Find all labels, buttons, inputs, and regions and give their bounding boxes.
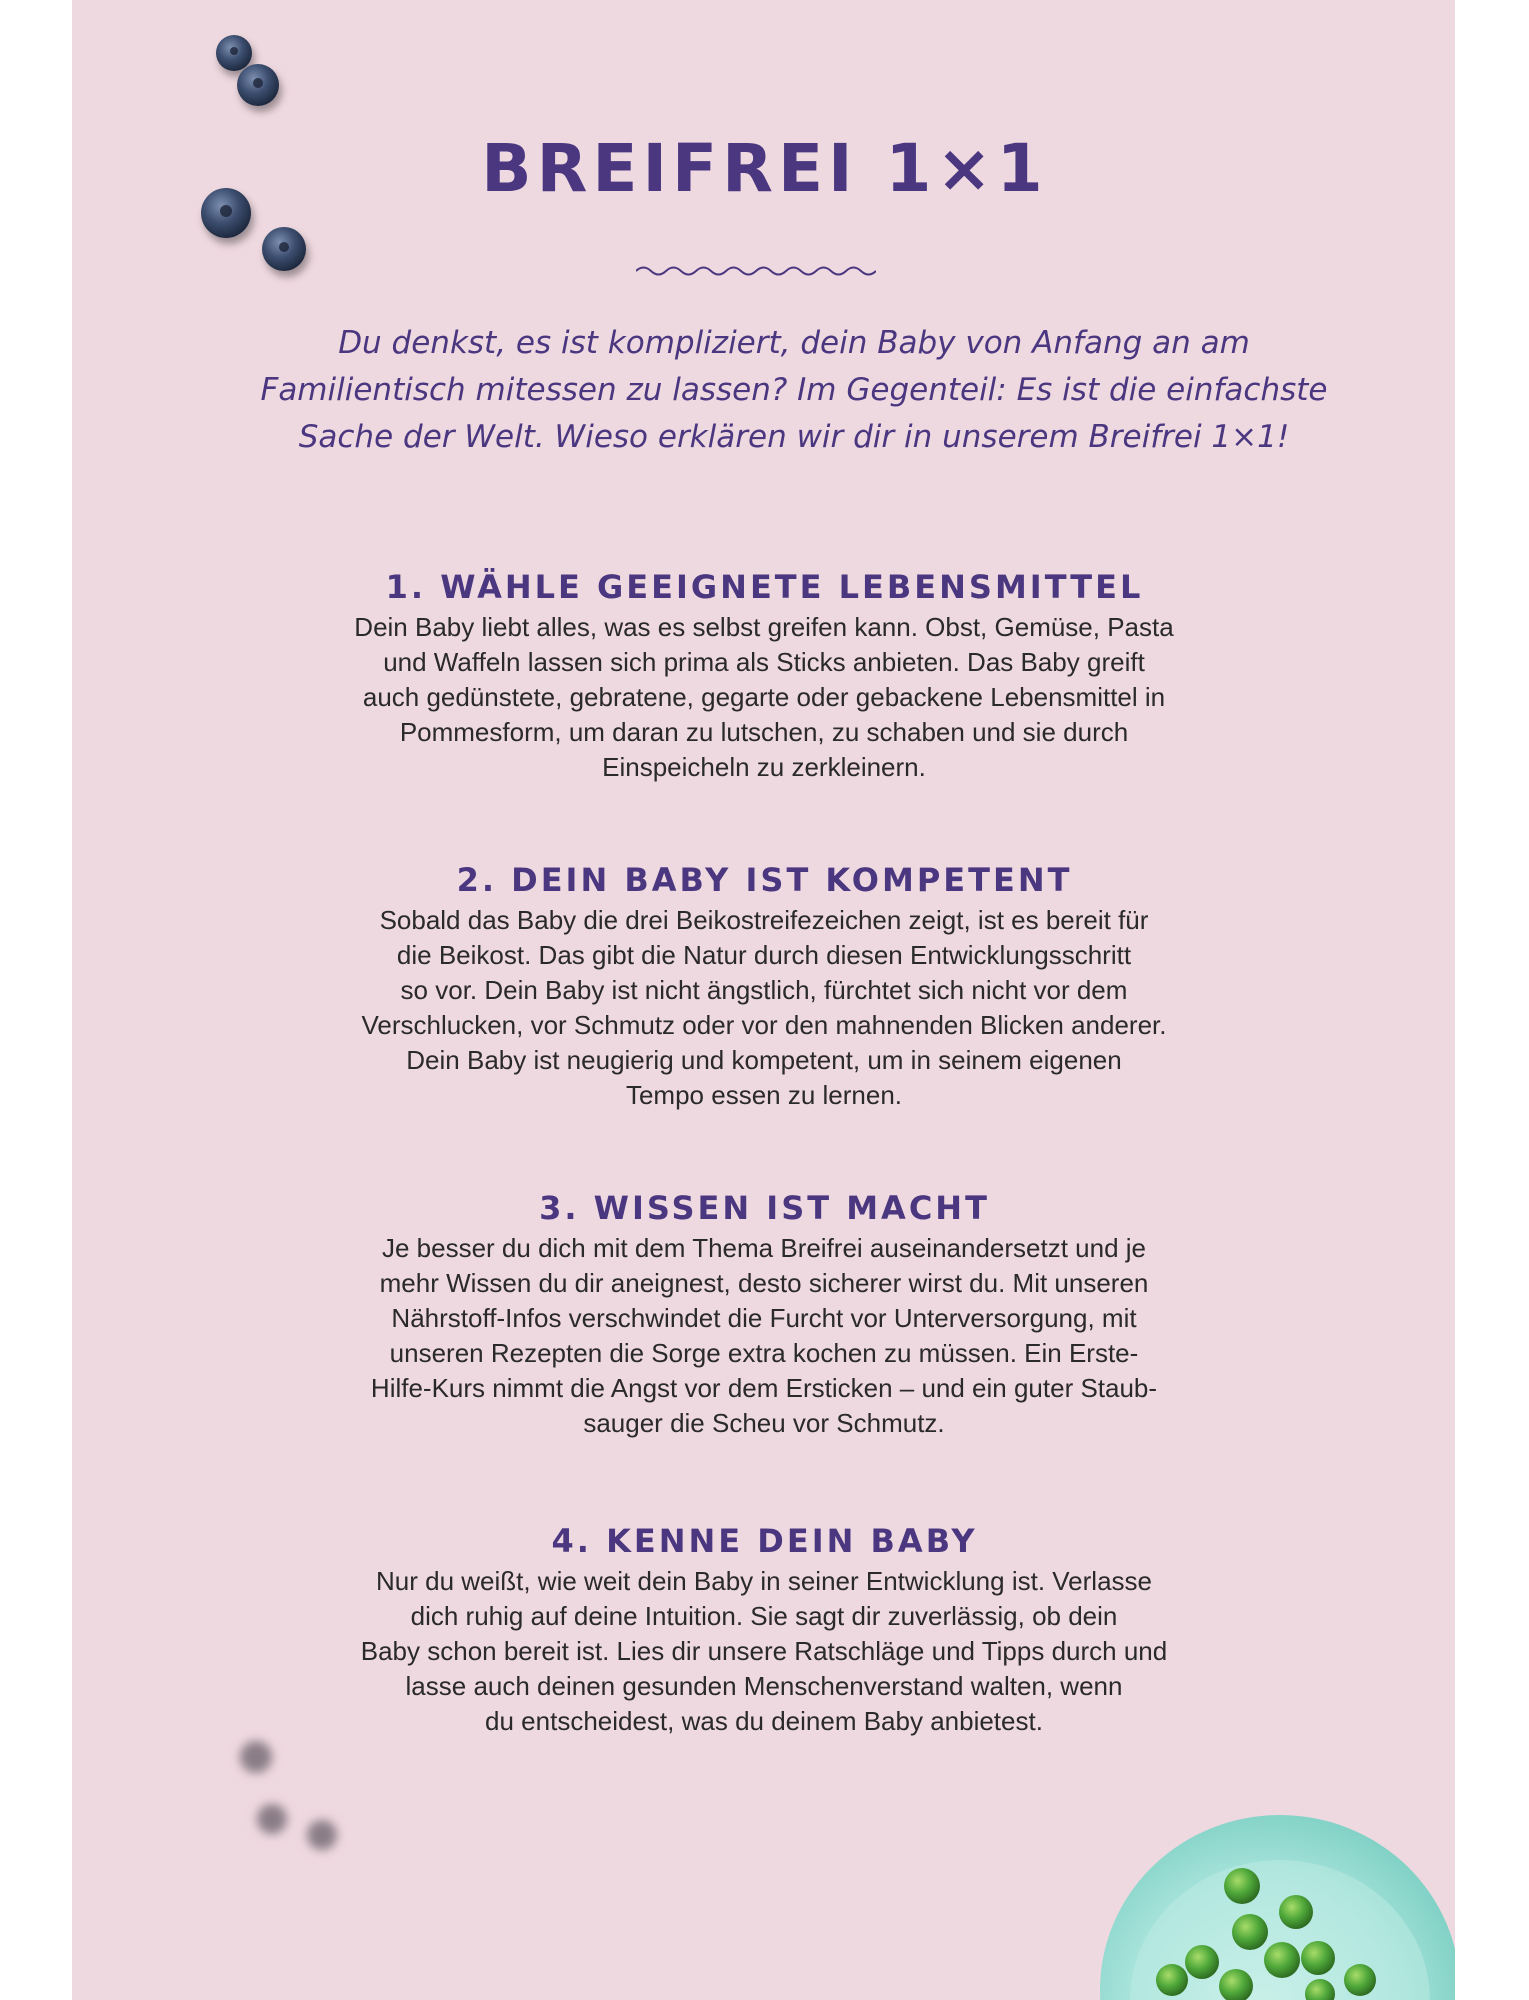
page-title: BREIFREI 1×1: [481, 130, 1048, 207]
body-line: Einspeicheln zu zerkleinern.: [602, 752, 926, 782]
body-line: auch gedünstete, gebratene, gegarte oder gebackene Lebensmittel in: [362, 682, 1166, 712]
body-line: Je besser du dich mit dem Thema Breifrei auseinandersetzt und je: [381, 1233, 1147, 1263]
body-line: die Beikost. Das gibt die Natur durch diesen Entwicklungsschritt: [396, 940, 1132, 970]
body-line: dich ruhig auf deine Intuition. Sie sagt dir zuverlässig, ob dein: [410, 1601, 1118, 1631]
intro-line: Du denkst, es ist kompliziert, dein Baby von Anfang an am: [338, 325, 1250, 361]
peas-bowl-image: [1060, 1790, 1455, 2000]
wave-divider: [636, 261, 876, 281]
section-body: [264, 903, 1264, 1113]
intro-line: Familientisch mitessen zu lassen? Im Gegenteil: Es ist die einfachste: [260, 372, 1328, 408]
body-line: Nährstoff-Infos verschwindet die Furcht vor Unterversorgung, mit: [391, 1303, 1137, 1333]
body-line: so vor. Dein Baby ist nicht ängstlich, fürchtet sich nicht vor dem: [400, 975, 1128, 1005]
body-line: unseren Rezepten die Sorge extra kochen zu müssen. Ein Erste-: [389, 1338, 1139, 1368]
section-heading: 4. KENNE DEIN BABY: [551, 1522, 978, 1560]
body-line: mehr Wissen du dir aneignest, desto sicherer wirst du. Mit unseren: [379, 1268, 1149, 1298]
body-line: Dein Baby liebt alles, was es selbst greifen kann. Obst, Gemüse, Pasta: [354, 612, 1174, 642]
body-line: sauger die Scheu vor Schmutz.: [583, 1408, 945, 1438]
body-line: und Waffeln lassen sich prima als Sticks anbieten. Das Baby greift: [383, 647, 1145, 677]
body-line: Hilfe-Kurs nimmt die Angst vor dem Ersticken – und ein guter Staub-: [370, 1373, 1158, 1403]
body-line: lasse auch deinen gesunden Menschenverstand walten, wenn: [405, 1671, 1123, 1701]
body-line: Pommesform, um daran zu lutschen, zu schaben und sie durch: [399, 717, 1129, 747]
body-line: du entscheidest, was du deinem Baby anbietest.: [485, 1706, 1043, 1736]
section-heading: 2. DEIN BABY IST KOMPETENT: [456, 861, 1073, 899]
section-body: [264, 1564, 1264, 1739]
body-line: Verschlucken, vor Schmutz oder vor den mahnenden Blicken anderer.: [361, 1010, 1167, 1040]
section-body: [264, 610, 1264, 785]
body-line: Sobald das Baby die drei Beikostreifezeichen zeigt, ist es bereit für: [379, 905, 1149, 935]
body-line: Nur du weißt, wie weit dein Baby in seiner Entwicklung ist. Verlasse: [375, 1566, 1152, 1596]
intro-line: Sache der Welt. Wieso erklären wir dir in unserem Breifrei 1×1!: [298, 419, 1290, 455]
intro-text: [204, 320, 1384, 461]
blurred-berries-image: [220, 1725, 370, 1875]
body-line: Tempo essen zu lernen.: [625, 1080, 903, 1110]
section-heading: 1. WÄHLE GEEIGNETE LEBENSMITTEL: [385, 568, 1144, 606]
section-body: [264, 1231, 1264, 1441]
body-line: Baby schon bereit ist. Lies dir unsere Ratschläge und Tipps durch und: [360, 1636, 1168, 1666]
body-line: Dein Baby ist neugierig und kompetent, um in seinem eigenen: [406, 1045, 1122, 1075]
section-heading: 3. WISSEN IST MACHT: [539, 1189, 990, 1227]
